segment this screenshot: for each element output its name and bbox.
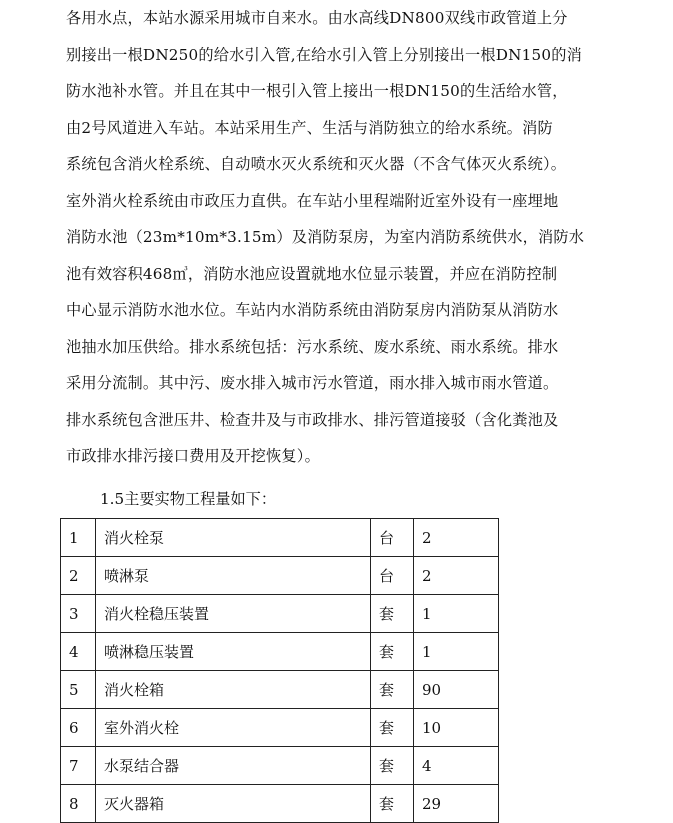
item-name: 灭火器箱 bbox=[96, 785, 371, 823]
table-row bbox=[61, 519, 499, 557]
item-name: 水泵结合器 bbox=[96, 747, 371, 785]
paragraph-line: 防水池补水管。并且在其中一根引入管上接出一根DN150的生活给水管， bbox=[66, 82, 568, 100]
table-row bbox=[61, 557, 499, 595]
paragraph-line: 池有效容积468㎥，消防水池应设置就地水位显示装置，并应在消防控制 bbox=[66, 264, 558, 283]
item-unit: 套 bbox=[371, 709, 414, 747]
item-quantity: 10 bbox=[414, 709, 499, 747]
paragraph-line: 中心显示消防水池水位。车站内水消防系统由消防泵房内消防泵从消防水 bbox=[66, 301, 559, 319]
table-row bbox=[61, 671, 499, 709]
table-row bbox=[61, 633, 499, 671]
item-name: 喷淋稳压装置 bbox=[96, 633, 371, 671]
body-paragraph bbox=[66, 0, 626, 475]
item-name: 消火栓稳压装置 bbox=[96, 595, 371, 633]
paragraph-line: 由2号风道进入车站。本站采用生产、生活与消防独立的给水系统。消防 bbox=[66, 118, 553, 137]
table-row bbox=[61, 747, 499, 785]
row-number: 3 bbox=[61, 595, 96, 633]
row-number: 2 bbox=[61, 557, 96, 595]
item-name: 室外消火栓 bbox=[96, 709, 371, 747]
quantity-table bbox=[60, 518, 499, 823]
paragraph-line: 采用分流制。其中污、废水排入城市污水管道，雨水排入城市雨水管道。 bbox=[66, 374, 559, 392]
item-quantity: 1 bbox=[414, 595, 499, 633]
item-unit: 套 bbox=[371, 785, 414, 823]
item-quantity: 90 bbox=[414, 671, 499, 709]
item-name: 消火栓箱 bbox=[96, 671, 371, 709]
paragraph-line: 消防水池（23m*10m*3.15m）及消防泵房，为室内消防系统供水，消防水 bbox=[66, 228, 585, 246]
item-name: 消火栓泵 bbox=[96, 519, 371, 557]
section-heading: 1.5主要实物工程量如下： bbox=[100, 490, 277, 508]
item-unit: 套 bbox=[371, 671, 414, 709]
row-number: 5 bbox=[61, 671, 96, 709]
item-unit: 套 bbox=[371, 595, 414, 633]
item-unit: 台 bbox=[371, 557, 414, 595]
paragraph-line: 别接出一根DN250的给水引入管,在给水引入管上分别接出一根DN150的消 bbox=[66, 45, 583, 64]
paragraph-line: 系统包含消火栓系统、自动喷水灭火系统和灭火器（不含气体灭火系统）。 bbox=[66, 155, 567, 173]
paragraph-line: 各用水点，本站水源采用城市自来水。由水高线DN800双线市政管道上分 bbox=[66, 9, 568, 27]
item-quantity: 29 bbox=[414, 785, 499, 823]
table-row bbox=[61, 785, 499, 823]
paragraph-line: 排水系统包含泄压井、检查井及与市政排水、排污管道接驳（含化粪池及 bbox=[66, 410, 559, 429]
item-unit: 套 bbox=[371, 747, 414, 785]
table-row bbox=[61, 595, 499, 633]
item-unit: 台 bbox=[371, 519, 414, 557]
row-number: 4 bbox=[61, 633, 96, 671]
item-quantity: 2 bbox=[414, 557, 499, 595]
paragraph-line: 池抽水加压供给。排水系统包括：污水系统、废水系统、雨水系统。排水 bbox=[66, 337, 559, 356]
row-number: 1 bbox=[61, 519, 96, 557]
row-number: 6 bbox=[61, 709, 96, 747]
item-unit: 套 bbox=[371, 633, 414, 671]
paragraph-line: 室外消火栓系统由市政压力直供。在车站小里程端附近室外设有一座埋地 bbox=[66, 191, 559, 210]
table-row bbox=[61, 709, 499, 747]
row-number: 8 bbox=[61, 785, 96, 823]
paragraph-line: 市政排水排污接口费用及开挖恢复）。 bbox=[66, 447, 320, 465]
row-number: 7 bbox=[61, 747, 96, 785]
item-quantity: 1 bbox=[414, 633, 499, 671]
item-quantity: 2 bbox=[414, 519, 499, 557]
item-quantity: 4 bbox=[414, 747, 499, 785]
item-name: 喷淋泵 bbox=[96, 557, 371, 595]
